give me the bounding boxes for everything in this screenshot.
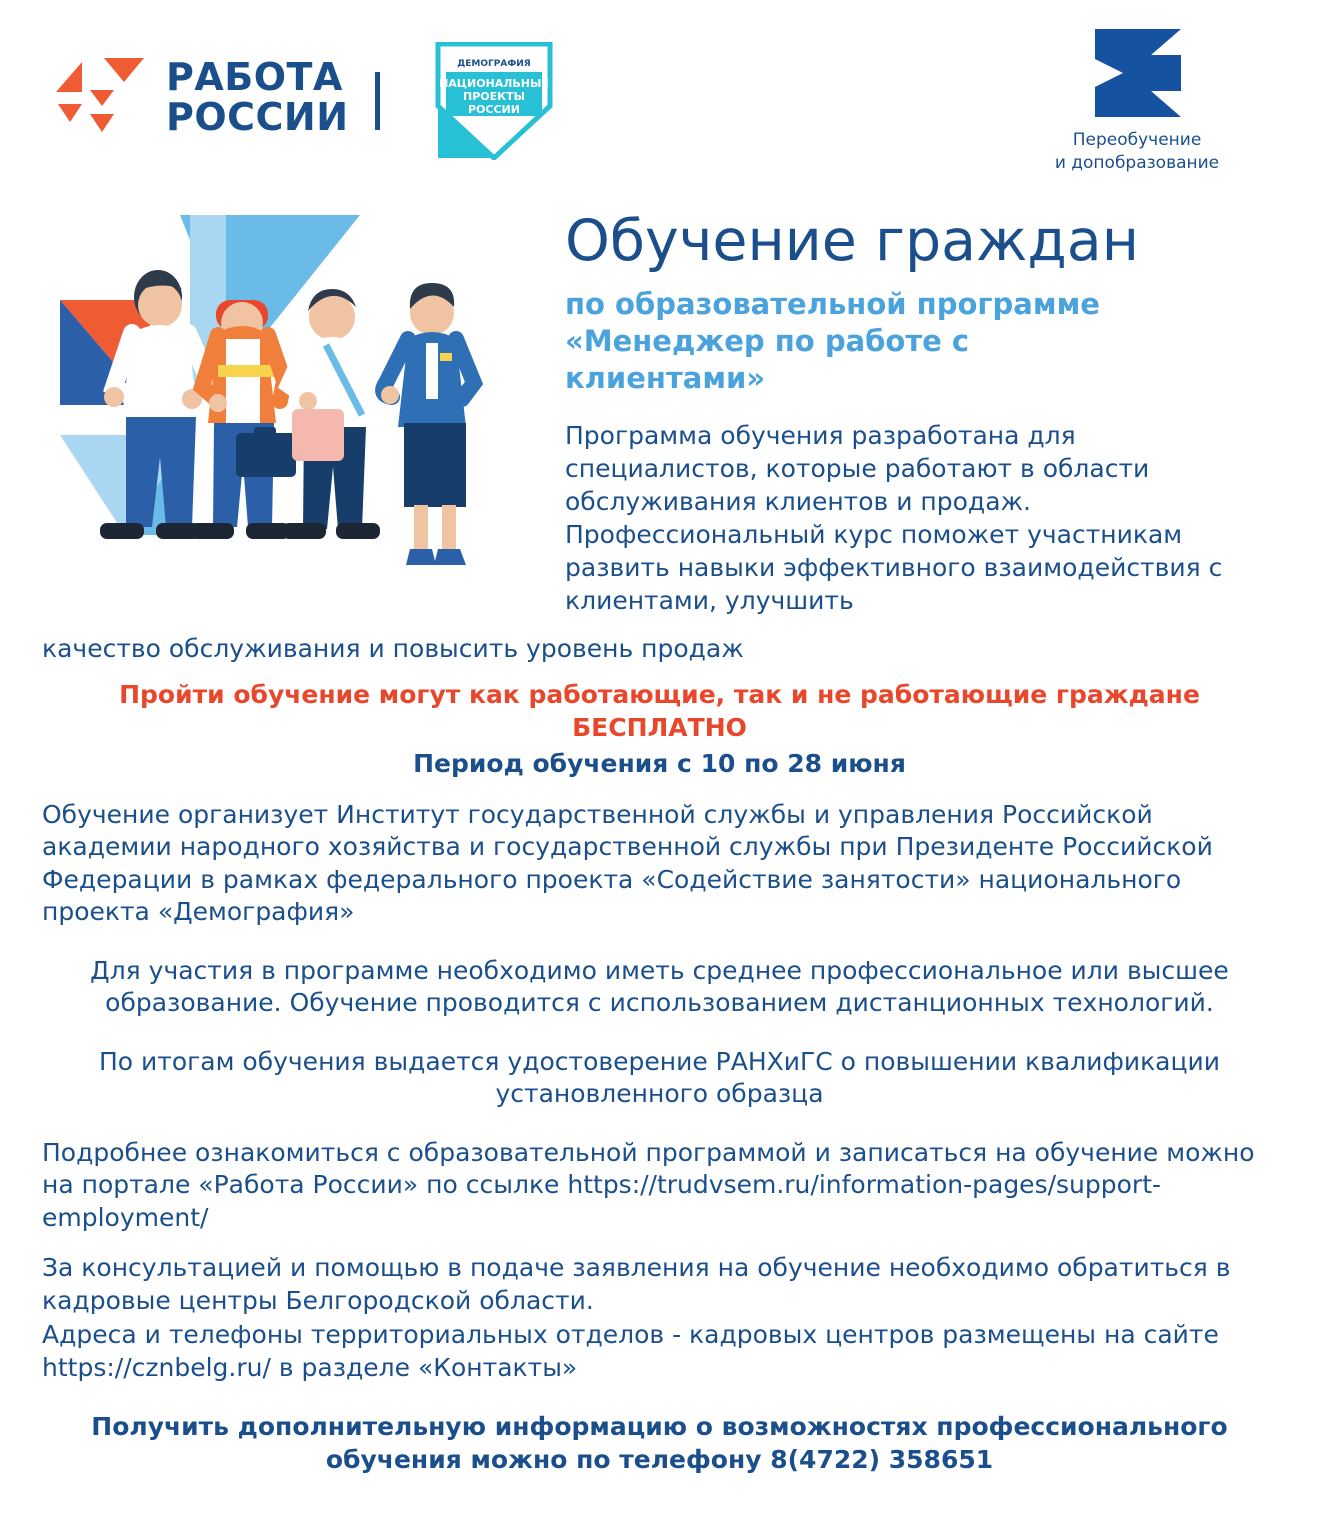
program-description-wrap: качество обслуживания и повысить уровень продаж xyxy=(42,634,744,663)
svg-text:ПРОЕКТЫ: ПРОЕКТЫ xyxy=(462,90,526,103)
free-training-line1: Пройти обучение могут как работающие, так и не работающие граждане xyxy=(119,680,1200,709)
poster-header xyxy=(0,0,1317,200)
svg-text:ДЕМОГРАФИЯ: ДЕМОГРАФИЯ xyxy=(457,59,531,69)
consultation-paragraph-1: За консультацией и помощью в подаче заявления на обучение необходимо обратиться в кадровые центры Белгородской области. xyxy=(42,1253,1231,1315)
organizer-paragraph: Обучение организует Институт государственной службы и управления Российской академии народного хозяйства и государственной службы при Президенте Российской Федерации в рамках федерального проекта «Содействие занятости» национального проекта «Демография» xyxy=(42,799,1213,926)
rabota-rossii-logo xyxy=(52,52,349,144)
people-illustration xyxy=(40,205,540,635)
hero-block xyxy=(565,208,1265,617)
consultation-paragraph-2: Адреса и телефоны территориальных отделов - кадровых центров размещены на сайте https://cznbelg.ru/ в разделе «Контакты» xyxy=(42,1320,1219,1382)
training-period: Период обучения с 10 по 28 июня xyxy=(413,749,906,778)
contact-footer-line2: обучения можно по телефону 8(4722) 358651 xyxy=(325,1445,994,1474)
rabota-rossii-mark-icon xyxy=(52,52,148,144)
svg-text:НАЦИОНАЛЬНЫЕ: НАЦИОНАЛЬНЫЕ xyxy=(439,77,549,90)
brand-line-2: РОССИИ xyxy=(166,95,349,139)
svg-text:РОССИИ: РОССИИ xyxy=(468,103,520,116)
certificate-paragraph: По итогам обучения выдается удостоверение РАНХиГС о повышении квалификации установленного образца xyxy=(99,1046,1220,1108)
details-paragraph: Подробнее ознакомиться с образовательной программой и записаться на обучение можно на портале «Работа России» по ссылке https://trudvsem.ru/information-pages/support-employment/ xyxy=(42,1137,1255,1232)
reskilling-logo-block xyxy=(1017,25,1257,175)
national-projects-logo xyxy=(432,42,556,160)
poster-body xyxy=(42,632,1277,1476)
logo-divider xyxy=(375,72,380,130)
page-title: Обучение граждан xyxy=(565,208,1140,274)
reskilling-label-line1: Переобучение xyxy=(1072,130,1202,150)
program-description: Программа обучения разработана для специалистов, которые работают в области обслуживания клиентов и продаж. Профессиональный курс поможет участникам развить навыки эффективного взаимодействия с клиентами, улучшить xyxy=(565,421,1223,616)
program-subtitle: по образовательной программе «Менеджер по работе с клиентами» xyxy=(565,286,1100,396)
reskilling-mark-icon xyxy=(1077,25,1197,121)
contact-footer xyxy=(42,1410,1277,1476)
free-training-notice xyxy=(42,679,1277,744)
free-training-line2: БЕСПЛАТНО xyxy=(572,712,747,742)
requirements-paragraph: Для участия в программе необходимо иметь среднее профессиональное или высшее образование. Обучение проводится с использованием дистанционных технологий. xyxy=(90,955,1229,1017)
contact-footer-line1: Получить дополнительную информацию о возможностях профессионального xyxy=(91,1412,1228,1441)
brand-line-1: РАБОТА xyxy=(166,55,343,100)
reskilling-label-line2: и допобразование xyxy=(1054,152,1220,173)
reskilling-label xyxy=(1017,129,1257,175)
rabota-rossii-wordmark xyxy=(166,55,349,139)
